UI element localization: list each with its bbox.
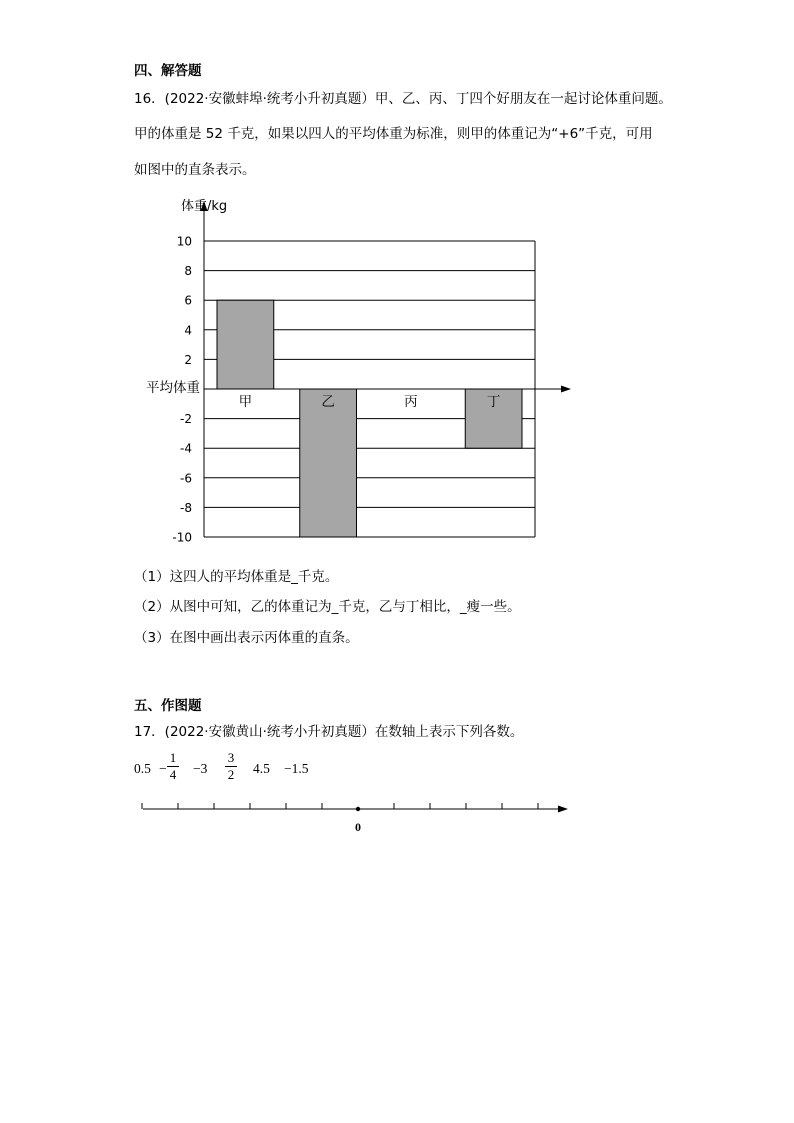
- question-16-line-2: 甲的体重是 52 千克，如果以四人的平均体重为标准，则甲的体重记为“+6”千克，可用: [134, 126, 653, 142]
- origin-point: [356, 807, 360, 811]
- y-tick-label: 2: [184, 352, 192, 367]
- y-tick-label: -4: [180, 441, 192, 456]
- question-16-sub-1: （1）这四人的平均体重是_千克。: [134, 569, 339, 585]
- y-tick-label: 6: [184, 293, 192, 308]
- baseline-label: 平均体重: [146, 380, 200, 396]
- fraction-numerator: 3: [227, 750, 235, 765]
- fraction-numerator: 1: [169, 750, 177, 765]
- question-17-line-1: 17．(2022·安徽黄山·统考小升初真题）在数轴上表示下列各数。: [134, 724, 524, 740]
- number-4-5: 4.5: [253, 761, 270, 776]
- fraction-one-quarter: [167, 751, 179, 782]
- bar-1: [300, 389, 357, 537]
- number-minus-1-5: −1.5: [284, 761, 309, 776]
- y-tick-label: 4: [184, 323, 192, 338]
- number-line: [0, 790, 794, 840]
- section-heading-5: 五、作图题: [134, 698, 202, 714]
- category-label-1: 乙: [321, 394, 335, 410]
- number-0-5: 0.5: [134, 761, 151, 776]
- number-minus-3: −3: [193, 761, 208, 776]
- y-tick-label: -10: [172, 530, 192, 545]
- fraction-denominator: 4: [169, 767, 177, 782]
- number-line-arrow: [558, 806, 568, 813]
- fraction-denominator: 2: [227, 767, 235, 782]
- x-axis-arrow: [561, 386, 571, 393]
- question-16-line-3: 如图中的直条表示。: [134, 162, 256, 178]
- y-tick-label: -2: [180, 412, 192, 427]
- section-heading-4: 四、解答题: [134, 63, 202, 79]
- origin-label: 0: [355, 820, 361, 834]
- category-label-0: 甲: [238, 394, 253, 410]
- fraction-three-halves: [225, 751, 237, 782]
- y-tick-label: -6: [180, 471, 192, 486]
- bar-0: [217, 300, 274, 389]
- category-label-3: 丁: [486, 394, 501, 410]
- question-16-line-1: 16．(2022·安徽蚌埠·统考小升初真题）甲、乙、丙、丁四个好朋友在一起讨论体重问题。: [134, 91, 672, 107]
- category-label-2: 丙: [404, 394, 418, 410]
- question-16-sub-2: （2）从图中可知，乙的体重记为_千克，乙与丁相比，_瘦一些。: [134, 599, 521, 615]
- y-tick-label: 10: [176, 234, 192, 249]
- y-axis-label: 体重/kg: [181, 199, 228, 214]
- y-tick-label: 8: [184, 264, 192, 279]
- question-16-sub-3: （3）在图中画出表示丙体重的直条。: [134, 630, 359, 646]
- minus-sign: −: [159, 761, 167, 776]
- y-tick-label: -8: [180, 500, 192, 515]
